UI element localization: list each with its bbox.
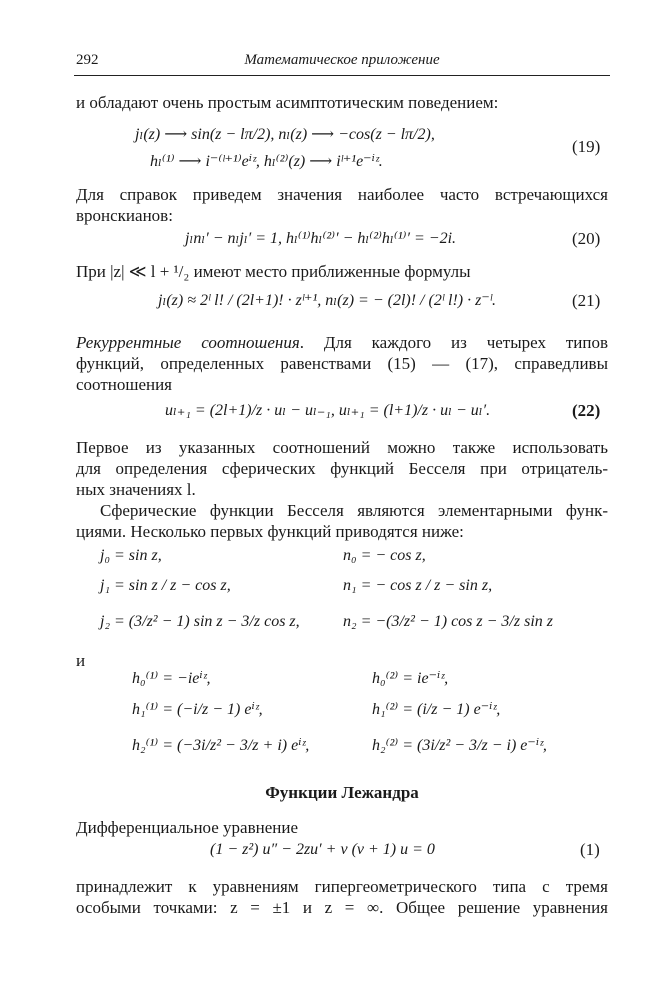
conjunction-and: и [76, 651, 86, 670]
paragraph-first-relation-line-2: для определения сферических функций Бесселя при отрицатель- [76, 459, 608, 478]
paragraph-approx: При |z| ≪ l + ¹/₂ имеют место приближенные формулы [76, 262, 471, 281]
hankel-h0-1: h₀⁽¹⁾ = −ieⁱᶻ, [132, 670, 211, 687]
paragraph-diff-eq: Дифференциальное уравнение [76, 818, 298, 837]
paragraph-elementary-line-1: Сферические функции Бесселя являются элементарными функ- [100, 501, 608, 520]
page-header [76, 52, 608, 74]
bessel-j2: j₂ = (3/z² − 1) sin z − 3/z cos z, [100, 613, 300, 630]
paragraph-recurrence-line-3: соотношения [76, 375, 172, 394]
equation-19-line-1: jₗ(z) ⟶ sin(z − lπ/2), nₗ(z) ⟶ −cos(z − lπ/2), [135, 126, 435, 143]
paragraph-recurrence-line-2: функций, определенных равенствами (15) — (17), справедливы [76, 354, 608, 373]
paragraph-recurrence-line-1 [76, 332, 608, 353]
paragraph-wronskians-line-2: вронскианов: [76, 206, 173, 225]
equation-21: jₗ(z) ≈ 2ˡ l! / (2l+1)! · zˡ⁺¹, nₗ(z) = − (2l)! / (2ˡ l!) · z⁻ˡ. [158, 292, 496, 309]
paragraph-intro: и обладают очень простым асимптотическим поведением: [76, 93, 499, 112]
paragraph-first-relation-line-3: ных значениях l. [76, 480, 196, 499]
paragraph-first-relation-line-1: Первое из указанных соотношений можно также использовать [76, 438, 608, 457]
hankel-h1-1: h₁⁽¹⁾ = (−i/z − 1) eⁱᶻ, [132, 701, 263, 718]
paragraph-hypergeometric-line-2: особыми точками: z = ±1 и z = ∞. Общее решение уравнения [76, 898, 608, 917]
equation-number-20: (20) [572, 229, 601, 248]
equation-19-line-2: hₗ⁽¹⁾ ⟶ i⁻⁽ˡ⁺¹⁾eⁱᶻ, hₗ⁽²⁾(z) ⟶ iˡ⁺¹e⁻ⁱᶻ. [150, 153, 383, 170]
equation-number-19: (19) [572, 137, 601, 156]
bessel-j1: j₁ = sin z / z − cos z, [100, 577, 231, 594]
equation-number-21: (21) [572, 291, 601, 310]
recurrence-line-1-rest: . Для каждого из четырех типов [299, 333, 609, 352]
header-rule [74, 75, 610, 76]
paragraph-elementary-line-2: циями. Несколько первых функций приводятся ниже: [76, 522, 464, 541]
bessel-n2: n₂ = −(3/z² − 1) cos z − 3/z sin z [343, 613, 553, 630]
hankel-h2-2: h₂⁽²⁾ = (3i/z² − 3/z − i) e⁻ⁱᶻ, [372, 737, 547, 754]
bessel-j0: j₀ = sin z, [100, 547, 162, 564]
hankel-h0-2: h₀⁽²⁾ = ie⁻ⁱᶻ, [372, 670, 449, 687]
hankel-h2-1: h₂⁽¹⁾ = (−3i/z² − 3/z + i) eⁱᶻ, [132, 737, 310, 754]
recurrence-lead: Рекуррентные соотношения [76, 333, 300, 352]
equation-1: (1 − z²) u″ − 2zu′ + ν (ν + 1) u = 0 [210, 841, 435, 858]
equation-20: jₗnₗ′ − nₗjₗ′ = 1, hₗ⁽¹⁾hₗ⁽²⁾′ − hₗ⁽²⁾hₗ⁽¹⁾′ = −2i. [185, 230, 457, 247]
running-title: Математическое приложение [244, 52, 440, 68]
equation-number-22: (22) [572, 401, 601, 420]
equation-number-1: (1) [580, 840, 600, 859]
page-number: 292 [76, 52, 99, 68]
bessel-n0: n₀ = − cos z, [343, 547, 426, 564]
hankel-h1-2: h₁⁽²⁾ = (i/z − 1) e⁻ⁱᶻ, [372, 701, 501, 718]
paragraph-hypergeometric-line-1: принадлежит к уравнениям гипергеометрического типа с тремя [76, 877, 608, 896]
equation-22: uₗ₊₁ = (2l+1)/z · uₗ − uₗ₋₁, uₗ₊₁ = (l+1)/z · uₗ − uₗ′. [165, 402, 491, 419]
paragraph-wronskians-line-1: Для справок приведем значения наиболее часто встречающихся [76, 185, 608, 204]
section-title: Функции Лежандра [265, 783, 419, 802]
bessel-n1: n₁ = − cos z / z − sin z, [343, 577, 493, 594]
